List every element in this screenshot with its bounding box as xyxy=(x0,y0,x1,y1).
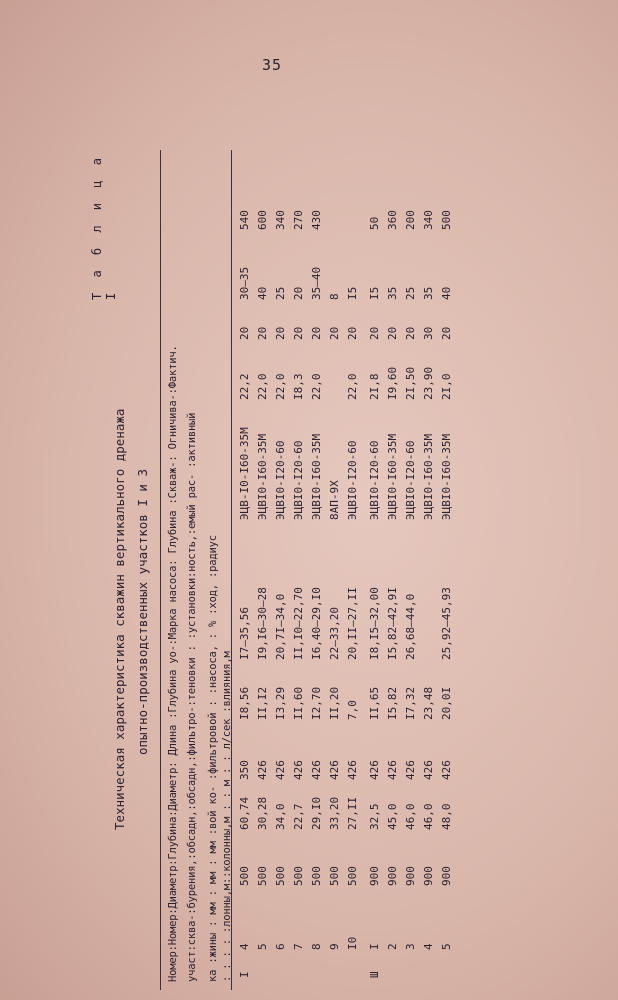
table-title-line1: Техническая характеристика скважин вертикального дренажа xyxy=(112,408,127,830)
table-row xyxy=(238,150,252,990)
table-row xyxy=(328,150,342,990)
cell-rad: 50 xyxy=(368,216,381,230)
cell-pump: ЭЦВI0-I60-35М xyxy=(422,433,435,520)
table-row xyxy=(440,150,454,990)
cell-d2: II,65 xyxy=(368,686,381,720)
cell-flow: 35 xyxy=(386,286,399,300)
cell-rad: 430 xyxy=(310,210,323,230)
cell-depth: 500 xyxy=(238,866,251,886)
cell-pump: ЭЦВI0-I20-60 xyxy=(404,440,417,520)
cell-diam: 34,0 xyxy=(274,803,287,830)
cell-gl: 426 xyxy=(346,760,359,780)
cell-gl3: 2I,8 xyxy=(368,373,381,400)
cell-pct: 20 xyxy=(310,326,323,340)
cell-diam: 45,0 xyxy=(386,803,399,830)
cell-flow: 20 xyxy=(292,286,305,300)
cell-pump: 8АП-9Х xyxy=(328,480,341,520)
cell-pump: ЭЦВI0-I20-60 xyxy=(346,440,359,520)
cell-num: 7 xyxy=(292,943,305,950)
cell-depth: 500 xyxy=(346,866,359,886)
cell-depth: 900 xyxy=(368,866,381,886)
cell-diam: 46,0 xyxy=(422,803,435,830)
cell-num: I0 xyxy=(346,936,359,950)
cell-num: 2 xyxy=(386,943,399,950)
cell-pct: 20 xyxy=(328,326,341,340)
cell-pct: 20 xyxy=(440,326,453,340)
cell-len: I6,40–29,I0 xyxy=(310,587,323,660)
table-label: Т а б л и ц а I xyxy=(90,154,118,300)
cell-gl: 350 xyxy=(238,760,251,780)
cell-pct: 20 xyxy=(346,326,359,340)
cell-gl: 426 xyxy=(292,760,305,780)
cell-pump: ЭЦВ-I0-I60-35М xyxy=(238,427,251,520)
cell-len: II,I0–22,70 xyxy=(292,587,305,660)
cell-gl: 426 xyxy=(386,760,399,780)
cell-len: 20,7I–34,0 xyxy=(274,593,287,660)
cell-len: 25,92–45,93 xyxy=(440,587,453,660)
rotated-table-frame xyxy=(90,150,560,990)
cell-gl3: 22,0 xyxy=(256,373,269,400)
cell-d2: II,60 xyxy=(292,686,305,720)
cell-pct: 20 xyxy=(292,326,305,340)
cell-depth: 500 xyxy=(256,866,269,886)
cell-len: 26,68–44,0 xyxy=(404,593,417,660)
cell-d2: I3,29 xyxy=(274,686,287,720)
cell-num: 9 xyxy=(328,943,341,950)
table-row xyxy=(346,150,360,990)
cell-d2: I2,70 xyxy=(310,686,323,720)
cell-pump: ЭЦВI0-I60-35М xyxy=(256,433,269,520)
cell-gl: 426 xyxy=(422,760,435,780)
cell-pump: ЭЦВI0-I20-60 xyxy=(274,440,287,520)
cell-flow: I5 xyxy=(346,286,359,300)
cell-gl: 426 xyxy=(440,760,453,780)
cell-flow: 40 xyxy=(440,286,453,300)
cell-gl3: 2I,0 xyxy=(440,373,453,400)
cell-rad: 200 xyxy=(404,210,417,230)
header-row-2: участ:сква-:бурения,:обсадн,:обсадн,:фильтро-:теновки : :установки:ность,:емый рас- :активный xyxy=(186,412,198,982)
cell-flow: 25 xyxy=(404,286,417,300)
cell-gl3: 22,0 xyxy=(346,373,359,400)
cell-gl3: I8,3 xyxy=(292,373,305,400)
cell-rad: 340 xyxy=(422,210,435,230)
cell-depth: 900 xyxy=(386,866,399,886)
cell-gl3: I9,60 xyxy=(386,366,399,400)
cell-num: 4 xyxy=(238,943,251,950)
cell-depth: 500 xyxy=(328,866,341,886)
table-row xyxy=(274,150,288,990)
cell-pump: ЭЦВI0-I60-35М xyxy=(310,433,323,520)
cell-diam: 33,20 xyxy=(328,796,341,830)
table-row xyxy=(386,150,400,990)
table-row xyxy=(256,150,270,990)
cell-diam: 46,0 xyxy=(404,803,417,830)
cell-flow: 40 xyxy=(256,286,269,300)
cell-flow: 35–40 xyxy=(310,266,323,300)
cell-pump: ЭЦВI0-I60-35М xyxy=(440,433,453,520)
cell-len: I9,I6–30–28 xyxy=(256,587,269,660)
cell-pct: 20 xyxy=(386,326,399,340)
page-number: 35 xyxy=(262,56,283,74)
cell-pct: 20 xyxy=(404,326,417,340)
cell-gl: 426 xyxy=(368,760,381,780)
cell-rad: 540 xyxy=(238,210,251,230)
header-row-1: Номер:Номер:Диаметр:Глубина:Диаметр: Длина :Глубина уо-:Марка насоса: Глубина :Скваж-: Огничива-:Фактич. xyxy=(167,345,179,982)
cell-depth: 900 xyxy=(440,866,453,886)
table-row xyxy=(368,150,382,990)
table-title-line2: опытно-производственных участков I и 3 xyxy=(135,469,150,755)
cell-diam: 48,0 xyxy=(440,803,453,830)
cell-rad: 340 xyxy=(274,210,287,230)
table-row xyxy=(422,150,436,990)
cell-uch: I xyxy=(238,971,251,978)
cell-num: 5 xyxy=(256,943,269,950)
cell-depth: 500 xyxy=(274,866,287,886)
cell-pct: 20 xyxy=(274,326,287,340)
cell-pump: ЭЦВI0-I60-35М xyxy=(386,433,399,520)
cell-num: 3 xyxy=(404,943,417,950)
table-row xyxy=(404,150,418,990)
cell-rad: 500 xyxy=(440,210,453,230)
cell-d2: II,I2 xyxy=(256,686,269,720)
cell-depth: 900 xyxy=(422,866,435,886)
cell-len: I8,I5–32,00 xyxy=(368,587,381,660)
cell-flow: 8 xyxy=(328,293,341,300)
cell-gl3: 22,0 xyxy=(274,373,287,400)
cell-d2: I7,32 xyxy=(404,686,417,720)
cell-d2: II,20 xyxy=(328,686,341,720)
cell-gl: 426 xyxy=(310,760,323,780)
cell-diam: 60,74 xyxy=(238,796,251,830)
cell-pct: 30 xyxy=(422,326,435,340)
cell-gl: 426 xyxy=(404,760,417,780)
cell-flow: 35 xyxy=(422,286,435,300)
cell-pct: 20 xyxy=(256,326,269,340)
cell-depth: 900 xyxy=(404,866,417,886)
cell-d2: 7,0 xyxy=(346,700,359,720)
cell-gl: 426 xyxy=(256,760,269,780)
cell-flow: 25 xyxy=(274,286,287,300)
cell-pct: 20 xyxy=(238,326,251,340)
cell-num: 5 xyxy=(440,943,453,950)
cell-d2: 20,0I xyxy=(440,686,453,720)
cell-gl3: 22,2 xyxy=(238,373,251,400)
cell-diam: 30,28 xyxy=(256,796,269,830)
cell-pct: 20 xyxy=(368,326,381,340)
cell-num: 4 xyxy=(422,943,435,950)
cell-gl3: 2I,50 xyxy=(404,366,417,400)
cell-flow: 30–35 xyxy=(238,266,251,300)
cell-gl3: 22,0 xyxy=(310,373,323,400)
cell-uch: Ш xyxy=(368,971,381,978)
cell-num: 6 xyxy=(274,943,287,950)
cell-len: I5,82–42,9I xyxy=(386,587,399,660)
cell-rad: 270 xyxy=(292,210,305,230)
table-row xyxy=(292,150,306,990)
cell-diam: 22,7 xyxy=(292,803,305,830)
cell-d2: I8,56 xyxy=(238,686,251,720)
cell-num: 8 xyxy=(310,943,323,950)
cell-diam: 29,I0 xyxy=(310,796,323,830)
cell-gl3: 23,90 xyxy=(422,366,435,400)
cell-rad: 600 xyxy=(256,210,269,230)
cell-gl: 426 xyxy=(328,760,341,780)
cell-d2: 23,48 xyxy=(422,686,435,720)
cell-rad: 360 xyxy=(386,210,399,230)
cell-diam: 32,5 xyxy=(368,803,381,830)
cell-depth: 500 xyxy=(310,866,323,886)
header-row-4: : : : : :лонны,м::колонны,м : : м : : л/сек :влияния,м xyxy=(221,651,233,982)
cell-gl: 426 xyxy=(274,760,287,780)
cell-pump: ЭЦВI0-I20-60 xyxy=(368,440,381,520)
cell-num: I xyxy=(368,943,381,950)
cell-depth: 500 xyxy=(292,866,305,886)
cell-len: 22–33,20 xyxy=(328,607,341,660)
table-row xyxy=(310,150,324,990)
cell-d2: I5,82 xyxy=(386,686,399,720)
cell-len: I7–35,56 xyxy=(238,607,251,660)
table-header xyxy=(160,150,232,990)
cell-pump: ЭЦВI0-I20-60 xyxy=(292,440,305,520)
header-row-3: ка :жины : мм : мм : мм :вой ко- :фильтровой : :насоса, : % :ход, :радиус xyxy=(207,535,219,982)
cell-flow: I5 xyxy=(368,286,381,300)
cell-diam: 27,II xyxy=(346,796,359,830)
cell-len: 20,II–27,II xyxy=(346,587,359,660)
